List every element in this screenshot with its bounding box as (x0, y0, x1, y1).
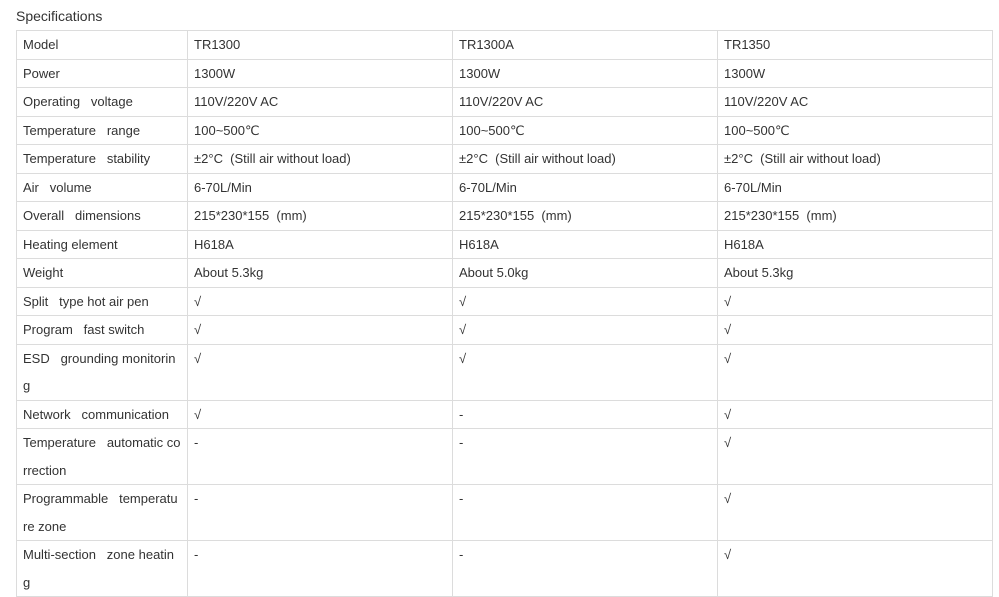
table-row (17, 400, 993, 429)
row-label: Multi-section zone heating (17, 541, 188, 597)
table-row (17, 173, 993, 202)
header-cell-tr1300: TR1300 (188, 31, 453, 60)
row-label: Overall dimensions (17, 202, 188, 231)
table-cell: 110V/220V AC (188, 88, 453, 117)
table-row (17, 88, 993, 117)
table-cell: 110V/220V AC (453, 88, 718, 117)
table-cell: ±2°C (Still air without load) (718, 145, 993, 174)
table-cell: √ (188, 287, 453, 316)
table-cell: 6-70L/Min (453, 173, 718, 202)
table-row (17, 230, 993, 259)
row-label: Power (17, 59, 188, 88)
row-label: Temperature automatic correction (17, 429, 188, 485)
table-cell: √ (718, 316, 993, 345)
table-cell: √ (453, 316, 718, 345)
table-cell: - (453, 541, 718, 597)
table-cell: √ (718, 400, 993, 429)
table-cell: √ (718, 429, 993, 485)
table-cell: √ (718, 344, 993, 400)
table-row (17, 59, 993, 88)
header-cell-tr1300a: TR1300A (453, 31, 718, 60)
table-cell: √ (188, 316, 453, 345)
table-row (17, 485, 993, 541)
specifications-table (16, 30, 993, 597)
table-cell: H618A (718, 230, 993, 259)
row-label: Heating element (17, 230, 188, 259)
table-row (17, 344, 993, 400)
table-cell: √ (188, 344, 453, 400)
row-label: Weight (17, 259, 188, 288)
row-label: ESD grounding monitoring (17, 344, 188, 400)
table-cell: 100~500℃ (453, 116, 718, 145)
table-row (17, 541, 993, 597)
row-label: Temperature stability (17, 145, 188, 174)
table-cell: About 5.3kg (188, 259, 453, 288)
table-cell: - (453, 429, 718, 485)
page-title: Specifications (16, 8, 103, 24)
table-cell: 100~500℃ (718, 116, 993, 145)
table-header-row (17, 31, 993, 60)
row-label: Programmable temperature zone (17, 485, 188, 541)
table-cell: √ (453, 287, 718, 316)
row-label: Temperature range (17, 116, 188, 145)
table-cell: 1300W (188, 59, 453, 88)
table-row (17, 259, 993, 288)
table-row (17, 116, 993, 145)
table-cell: 1300W (718, 59, 993, 88)
table-cell: - (453, 400, 718, 429)
table-cell: 215*230*155 (mm) (718, 202, 993, 231)
table-cell: H618A (453, 230, 718, 259)
row-label: Split type hot air pen (17, 287, 188, 316)
table-cell: √ (718, 485, 993, 541)
table-cell: - (188, 485, 453, 541)
table-cell: - (188, 541, 453, 597)
row-label: Program fast switch (17, 316, 188, 345)
table-cell: √ (718, 287, 993, 316)
table-cell: About 5.0kg (453, 259, 718, 288)
table-cell: 1300W (453, 59, 718, 88)
table-cell: √ (453, 344, 718, 400)
row-label: Air volume (17, 173, 188, 202)
table-cell: 100~500℃ (188, 116, 453, 145)
table-cell: ±2°C (Still air without load) (188, 145, 453, 174)
table-row (17, 316, 993, 345)
table-cell: 215*230*155 (mm) (453, 202, 718, 231)
table-row (17, 287, 993, 316)
table-row (17, 202, 993, 231)
table-cell: 110V/220V AC (718, 88, 993, 117)
table-row (17, 429, 993, 485)
header-cell-tr1350: TR1350 (718, 31, 993, 60)
table-cell: √ (188, 400, 453, 429)
row-label: Operating voltage (17, 88, 188, 117)
row-label: Network communication (17, 400, 188, 429)
table-cell: √ (718, 541, 993, 597)
table-cell: 215*230*155 (mm) (188, 202, 453, 231)
table-row (17, 145, 993, 174)
header-cell-label: Model (17, 31, 188, 60)
table-cell: 6-70L/Min (718, 173, 993, 202)
table-cell: H618A (188, 230, 453, 259)
table-cell: - (453, 485, 718, 541)
table-cell: - (188, 429, 453, 485)
table-cell: 6-70L/Min (188, 173, 453, 202)
table-cell: ±2°C (Still air without load) (453, 145, 718, 174)
table-cell: About 5.3kg (718, 259, 993, 288)
